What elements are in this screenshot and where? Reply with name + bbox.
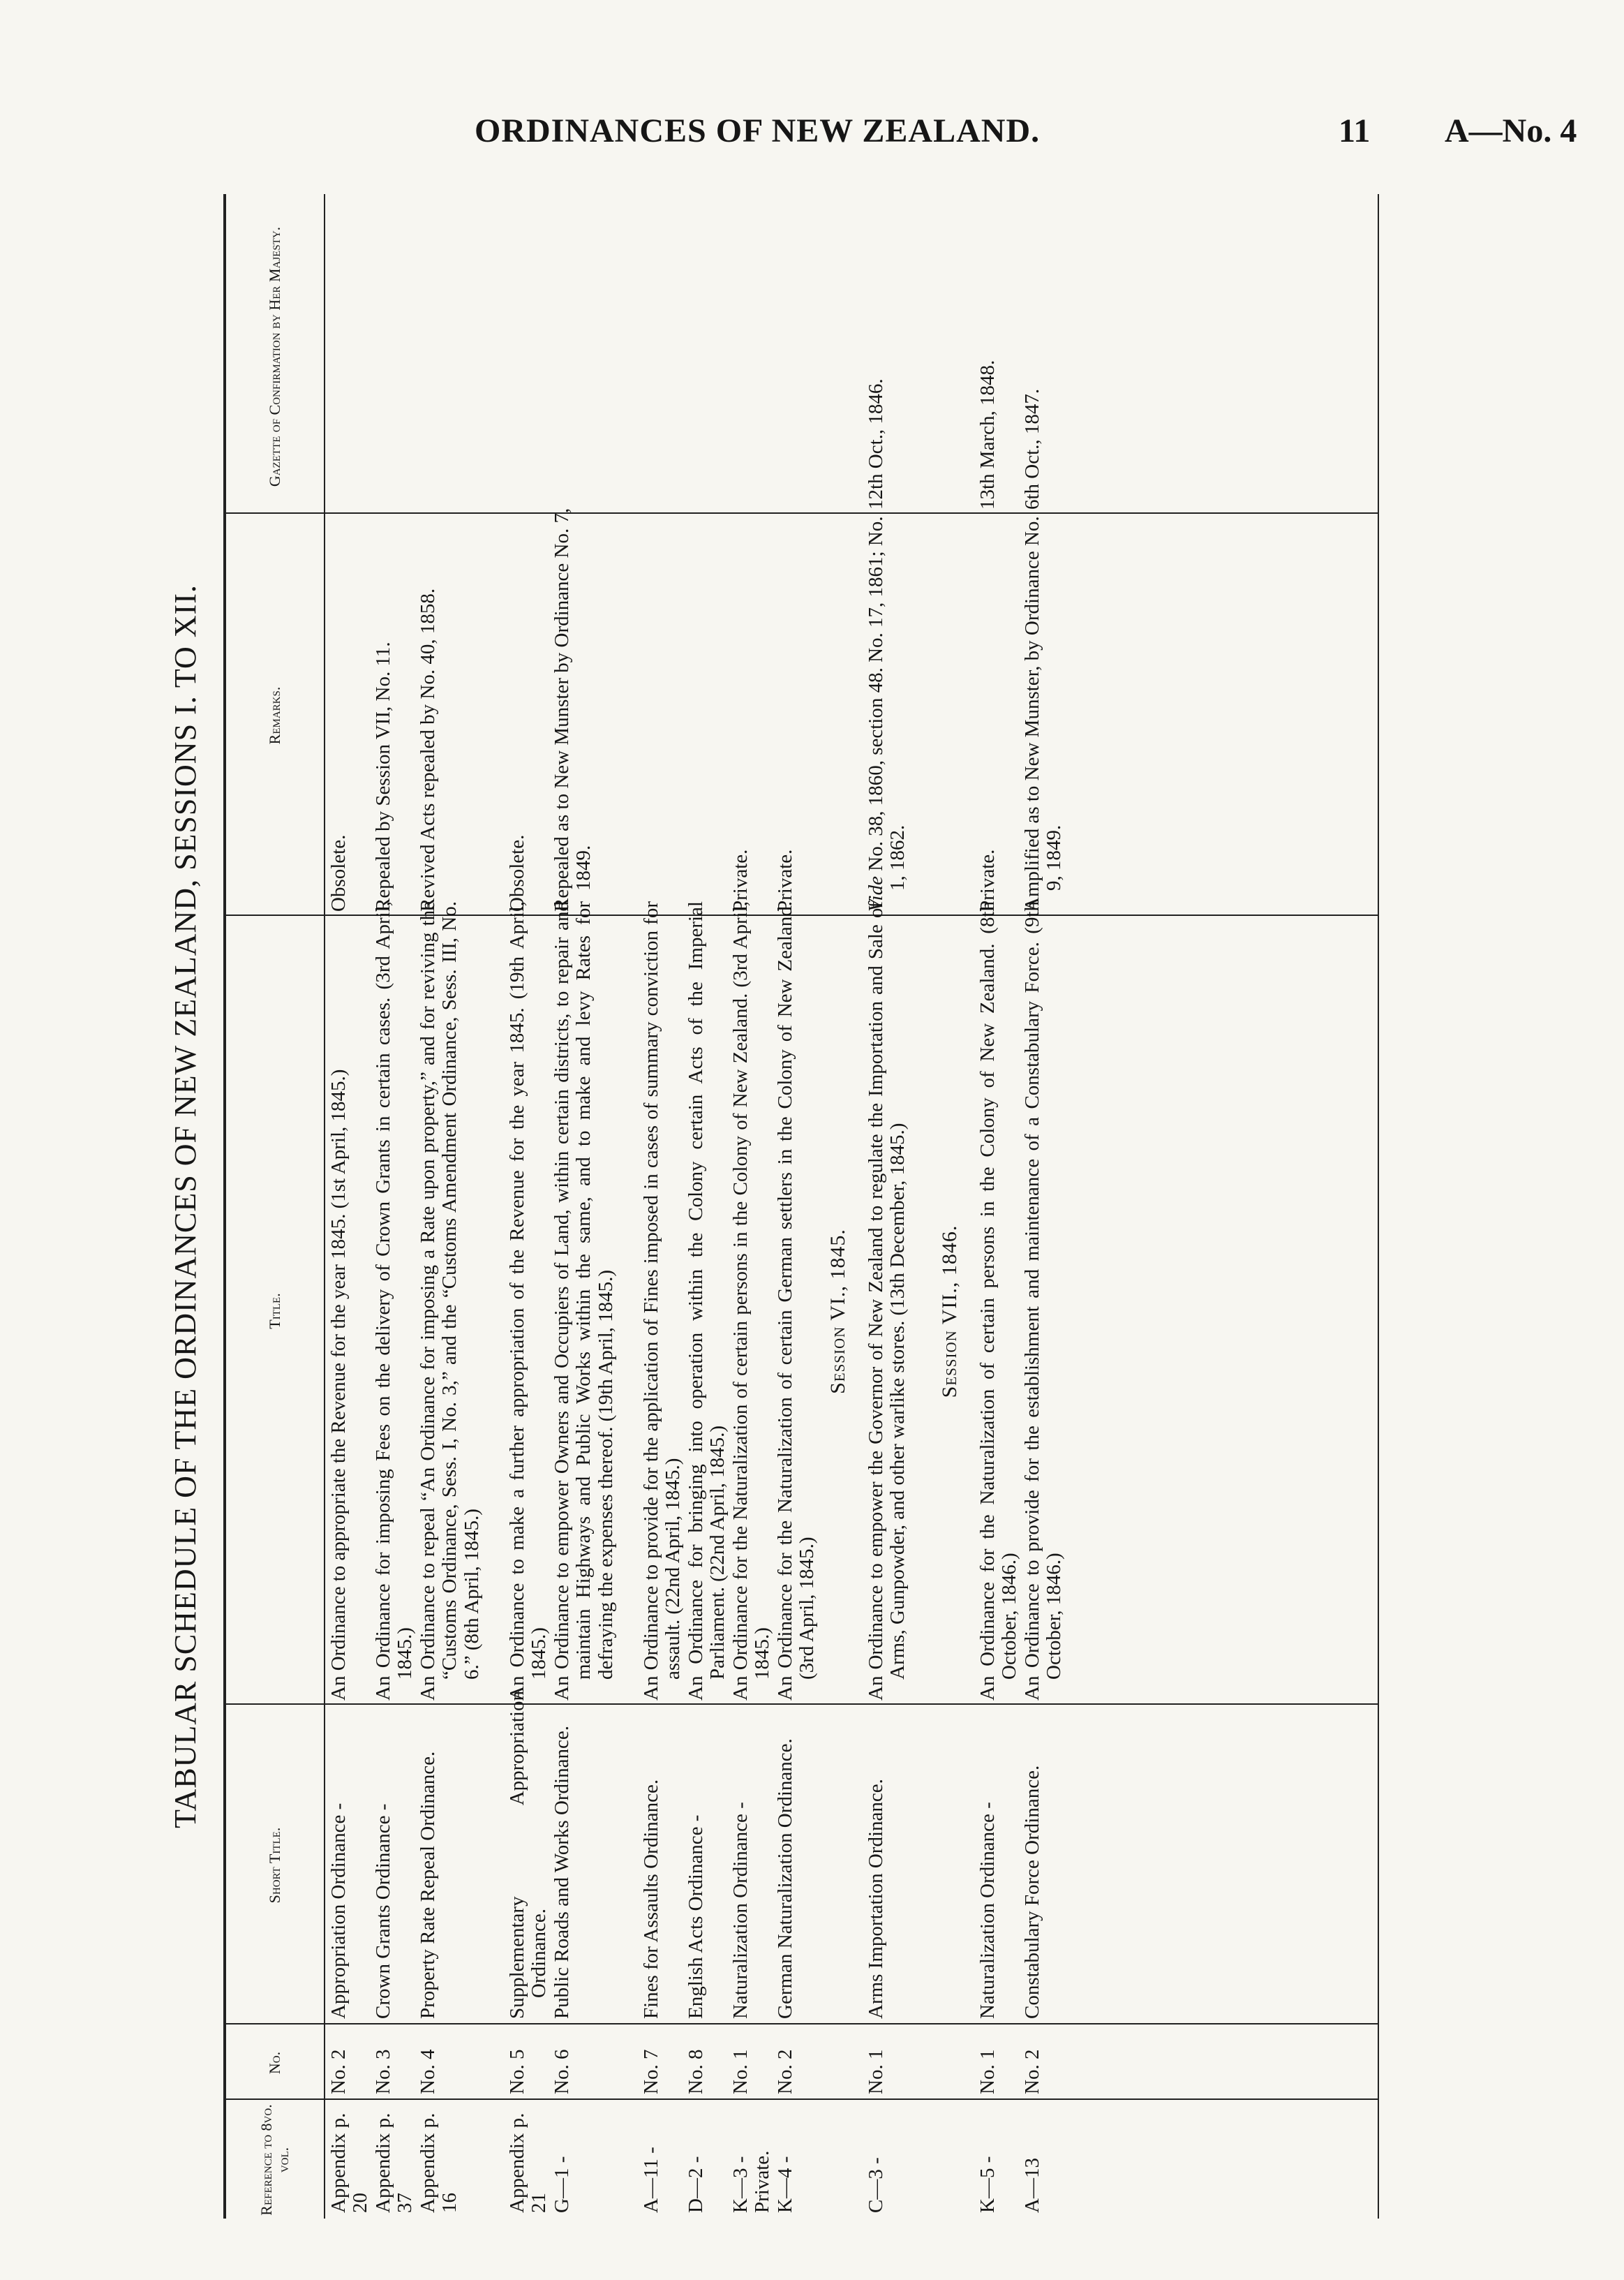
reference-cell: Appendix p. 21 (506, 2112, 551, 2213)
reference-cell: A—11 - (640, 2147, 662, 2213)
remarks-cell: Obsolete. (506, 834, 528, 912)
session-heading (819, 194, 861, 2219)
number-cell: No. 3 (372, 2049, 394, 2094)
table-row (368, 194, 417, 2219)
header-gazette: Gazette of Confirmation by Her Majesty. (265, 226, 283, 487)
remarks-cell (861, 500, 909, 912)
gazette-cell: 13th March, 1848. (976, 360, 999, 510)
gazette-cell: 12th Oct., 1846. (865, 378, 887, 510)
number-cell: No. 1 (976, 2049, 999, 2094)
short-title-cell: Constabulary Force Ordinance. (1021, 1765, 1043, 2019)
remarks-cell: Private. (774, 849, 796, 912)
number-cell: No. 2 (327, 2049, 350, 2094)
gazette-cell (681, 202, 685, 510)
page-header (0, 112, 1624, 161)
table-header-row (226, 194, 325, 2219)
remarks-cell: Private. (976, 849, 999, 912)
table-row (413, 194, 502, 2219)
gazette-cell: 6th Oct., 1847. (1021, 388, 1043, 510)
header-short-title: Short Title. (265, 1827, 283, 1904)
remarks-cell: Private. (729, 849, 752, 912)
table-row (636, 194, 685, 2219)
short-title-cell: Supplementary Appropriation Ordinance. (506, 1691, 551, 2019)
title-cell: An Ordinance to provide for the application of Fines imposed in cases of summary conviction for assault. (22nd April, 1845.) (640, 901, 685, 1701)
number-cell: No. 8 (685, 2049, 707, 2094)
title-cell: An Ordinance for the Naturalization of certain persons in the Colony of New Zealand. (8th October, 1846.) (976, 901, 1021, 1701)
table-body (324, 194, 1066, 2219)
remarks-cell: Repealed as to New Munster by Ordinance No. 7, 1849. (551, 508, 595, 912)
page-number: 11 (1339, 112, 1371, 149)
table-row (726, 194, 774, 2219)
gazette-cell (324, 202, 328, 510)
number-cell: No. 1 (865, 2049, 887, 2094)
number-cell: No. 5 (506, 2049, 528, 2094)
number-cell: No. 6 (551, 2049, 573, 2094)
reference-cell: Appendix p. 16 (417, 2112, 461, 2213)
table-row (502, 194, 551, 2219)
title-cell: An Ordinance to repeal “An Ordinance for imposing a Rate upon property,” and for reviving the “Customs Ordinance, Sess. I, No. 3,” and the “Customs Amendment Ordinance, Sess. III, No. 6.” (8th April, 1845.) (417, 901, 483, 1701)
title-cell: An Ordinance for bringing into operation within the Colony certain Acts of the Imperial Parliament. (22nd April, 1845.) (685, 901, 729, 1701)
page-header-title: ORDINANCES OF NEW ZEALAND. (475, 112, 1041, 149)
session-vii-heading: Session VII., 1846. (938, 1224, 961, 1398)
short-title-cell: Public Roads and Works Ordinance. (551, 1726, 573, 2019)
remarks-cell: Amplified as to New Munster, by Ordinance No. 9, 1849. (1021, 516, 1066, 912)
reference-cell: C—3 - (865, 2157, 887, 2213)
remarks-text: No. 38, 1860, section 48. No. 17, 1861; No. 1, 1862. (865, 516, 909, 891)
vide-label: Vide (865, 876, 887, 912)
short-title-cell: Naturalization Ordinance - (729, 1802, 752, 2019)
header-no: No. (265, 2051, 283, 2075)
table-row (973, 194, 1021, 2219)
number-cell: No. 2 (1021, 2049, 1043, 2094)
session-vi-heading: Session VI., 1845. (826, 1229, 849, 1394)
page-reference: A—No. 4 (1445, 112, 1577, 149)
reference-cell: K—5 - (976, 2156, 999, 2213)
title-cell: An Ordinance for imposing Fees on the delivery of Crown Grants in certain cases. (3rd April, 1845.) (372, 901, 417, 1701)
table-row (770, 194, 819, 2219)
ordinance-table (223, 194, 1379, 2219)
title-cell: An Ordinance to empower the Governor of New Zealand to regulate the Importation and Sale of Arms, Gunpowder, and other warlike stores. (13th December, 1845.) (865, 901, 909, 1701)
gazette-cell (770, 202, 775, 510)
title-cell: An Ordinance for the Naturalization of certain persons in the Colony of New Zealand. (3rd April, 1845.) (729, 901, 774, 1701)
session-heading (931, 194, 973, 2219)
table-row (681, 194, 729, 2219)
title-cell: An Ordinance for the Naturalization of certain German settlers in the Colony of New Zealand. (3rd April, 1845.) (774, 901, 819, 1701)
title-cell: An Ordinance to make a further appropriation of the Revenue for the year 1845. (19th April, 1845.) (506, 901, 551, 1701)
reference-cell: D—2 - (685, 2156, 707, 2213)
gazette-cell (636, 202, 641, 510)
gazette-cell (413, 202, 417, 510)
gazette-cell (547, 202, 551, 510)
number-cell: No. 2 (774, 2049, 796, 2094)
number-cell: No. 7 (640, 2049, 662, 2094)
remarks-cell: Repealed by Session VII, No. 11. (372, 642, 394, 912)
short-title-cell: German Naturalization Ordinance. (774, 1738, 796, 2019)
gazette-cell (726, 202, 730, 510)
short-title-cell: Appropriation Ordinance - (327, 1802, 350, 2019)
number-cell: No. 4 (417, 2049, 439, 2094)
title-cell: An Ordinance to provide for the establishment and maintenance of a Constabulary Force. (9th October, 1846.) (1021, 901, 1066, 1701)
reference-cell: K—4 - (774, 2156, 796, 2213)
short-title-cell: Arms Importation Ordinance. (865, 1779, 887, 2019)
number-cell: No. 1 (729, 2049, 752, 2094)
short-title-cell: Property Rate Repeal Ordinance. (417, 1751, 439, 2019)
reference-cell: Appendix p. 37 (372, 2112, 417, 2213)
remarks-cell: Revived Acts repealed by No. 40, 1858. (417, 588, 439, 912)
header-remarks: Remarks. (265, 686, 283, 745)
table-row (547, 194, 636, 2219)
remarks-cell (681, 500, 685, 912)
remarks-cell: Obsolete. (327, 834, 350, 912)
title-cell: An Ordinance to appropriate the Revenue for the year 1845. (1st April, 1845.) (327, 1069, 350, 1701)
reference-cell: A—13 (1021, 2158, 1043, 2213)
reference-cell: G—1 - (551, 2156, 573, 2213)
rotated-schedule (167, 194, 1549, 2219)
table-row (861, 194, 931, 2219)
short-title-cell: Fines for Assaults Ordinance. (640, 1779, 662, 2019)
table-row (1018, 194, 1066, 2219)
short-title-cell: Crown Grants Ordinance - (372, 1803, 394, 2019)
reference-cell: K—3 - Private. (729, 2150, 774, 2213)
schedule-title: TABULAR SCHEDULE OF THE ORDINANCES OF NEW ZEALAND, SESSIONS I. TO XII. (168, 584, 202, 1828)
gazette-cell (368, 202, 373, 510)
header-title: Title. (265, 1293, 283, 1329)
remarks-cell (636, 500, 641, 912)
title-cell: An Ordinance to empower Owners and Occupiers of Land, within certain districts, to repair and maintain Highways and Public Works within the same, and to make and levy Rates for defraying the expenses thereof. (19th April, 1845.) (551, 901, 617, 1701)
reference-cell: Appendix p. 20 (327, 2112, 372, 2213)
header-reference: Reference to 8vo. vol. (257, 2104, 292, 2216)
short-title-cell: English Acts Ordinance - (685, 1814, 707, 2019)
gazette-cell (502, 202, 507, 510)
short-title-cell: Naturalization Ordinance - (976, 1802, 999, 2019)
table-row (324, 194, 372, 2219)
